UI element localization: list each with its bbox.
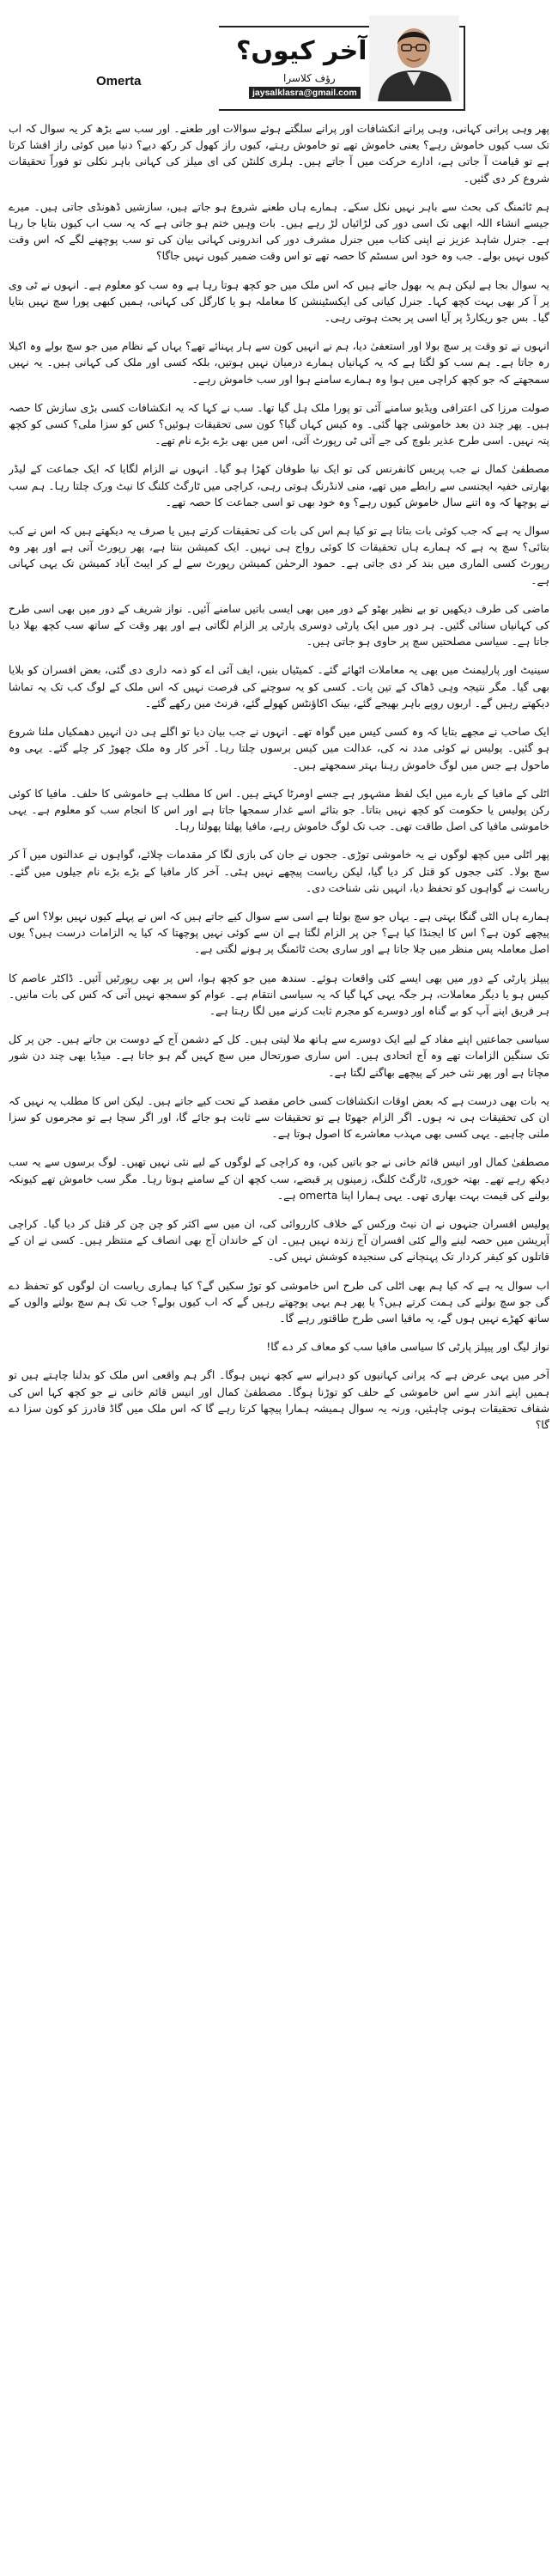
article-paragraph: انہوں نے تو وقت پر سچ بولا اور استعفیٰ دیا، ہم نے انہیں کون سے ہار پہنائے تھے؟ یہاں کے نظام میں جو سچ بولے وہ اکیلا رہ جاتا ہے۔ ہم سب کو لگتا ہے کہ یہ کہانیاں ہمارے درمیان نہیں ہوتیں، بلکہ کسی اور ملک کی کہانی ہیں۔ یہ نہیں سمجھتے کہ جو کچھ کراچی میں ہوا وہ ہمارے سامنے ہوا اور سب خاموش رہے۔: [9, 339, 549, 386]
article-paragraph: پھر وہی پرانی کہانی، وہی پرانے انکشافات اور پرانے سلگتے ہوئے سوالات اور طعنے۔ اور سب سے بڑھ کر یہ سوال کہ اب تک سب کیوں خاموش رہے؟ یعنی خاموش تھے تو خاموش رہتے، کیوں راز کھول کر رکھ دیے؟ دنیا میں کوئی راز افشا کرتا ہے تو قیامت آ جاتی ہے، ادارے حرکت میں آ جاتے ہیں۔ ہلری کلنٹن کی ای میلز کی کہانی باہر نکلی تو فوراً تحقیقات شروع کر دی گئیں۔: [9, 122, 549, 185]
article-paragraph: سینیٹ اور پارلیمنٹ میں بھی یہ معاملات اٹھائے گئے۔ کمیٹیاں بنیں، ایف آئی اے کو ذمہ داری دی گئی، بعض افسران کو بلایا بھی گیا۔ مگر نتیجہ وہی ڈھاک کے تین پات۔ کسی کو یہ سوچنے کی فرصت نہیں کہ اس ملک کے لوگ کب تک یہ تماشا دیکھتے رہیں گے۔ اربوں روپے باہر بھیجے گئے، بینک اکاؤنٹس کھولے گئے، فرنٹ مین رکھے گئے۔: [9, 663, 549, 709]
article-paragraph: نواز لیگ اور پیپلز پارٹی کا سیاسی مافیا سب کو معاف کر دے گا!: [266, 1340, 549, 1354]
article-body: [9, 120, 549, 2564]
article-paragraph: مصطفیٰ کمال اور انیس قائم خانی نے جو باتیں کیں، وہ کراچی کے لوگوں کے لیے نئی نہیں تھیں۔ لوگ برسوں سے یہ سب دیکھ رہے تھے۔ بھتہ خوری، ٹارگٹ کلنگ، زمینوں پر قبضے، سب کچھ ان کے سامنے ہوتا رہا۔ مگر سب خاموش تھے کیونکہ بولنے کی قیمت بہت بھاری تھی۔ یہی ہمارا اپنا omerta ہے۔: [9, 1155, 549, 1202]
masthead: [0, 0, 558, 99]
article-paragraph: آخر میں یہی عرض ہے کہ پرانی کہانیوں کو دہرانے سے کچھ نہیں ہوگا۔ اگر ہم واقعی اس ملک کو بدلنا چاہتے ہیں تو ہمیں اپنے اندر سے اس خاموشی کے حلف کو توڑنا ہوگا۔ مصطفیٰ کمال اور انیس قائم خانی نے جو کچھ کہا اس کی شفاف تحقیقات ہونی چاہئیں، ورنہ یہ سوال ہمیشہ ہمارا پیچھا کرتا رہے گا کہ اس ملک میں گاڈ فادرز کو کون سزا دے گا؟: [9, 1368, 549, 1431]
article-paragraph: پولیس افسران جنہوں نے ان نیٹ ورکس کے خلاف کارروائی کی، ان میں سے اکثر کو چن چن کر قتل کر دیا گیا۔ کراچی آپریشن میں حصہ لینے والے کئی افسران آج زندہ نہیں ہیں۔ ان کے خاندان آج بھی انصاف کے منتظر ہیں۔ کسی نے ان کے قاتلوں کو کیفر کردار تک پہنچانے کی سنجیدہ کوشش نہیں کی۔: [9, 1216, 549, 1264]
article-paragraph: اب سوال یہ ہے کہ کیا ہم بھی اٹلی کی طرح اس خاموشی کو توڑ سکیں گے؟ کیا ہماری ریاست ان لوگوں کو تحفظ دے گی جو سچ بولنے کی ہمت کرتے ہیں؟ یا پھر ہم یہی پوچھتے رہیں گے کہ اب کیوں بولے؟ جب تک ہم سچ بولنے والوں کے ساتھ کھڑے نہیں ہوں گے، یہ مافیا اسی طرح طاقتور رہے گا۔: [9, 1278, 549, 1325]
author-byline: رؤف کلاسرا: [283, 72, 336, 84]
column-title: آخر کیوں؟: [236, 36, 367, 66]
article-paragraph: ہمارے ہاں الٹی گنگا بہتی ہے۔ یہاں جو سچ بولتا ہے اسی سے سوال کیے جاتے ہیں کہ اس نے پہلے کیوں نہیں بولا؟ اس کے پیچھے کون ہے؟ اس کا ایجنڈا کیا ہے؟ جن پر الزام لگتا ہے ان سے کوئی نہیں پوچھتا کہ کیا یہ الزامات درست ہیں؟ یوں اصل معاملہ پس منظر میں چلا جاتا ہے اور ساری بحث ٹائمنگ پر ہونے لگتی ہے۔: [9, 909, 549, 956]
article-paragraph: ماضی کی طرف دیکھیں تو بے نظیر بھٹو کے دور میں بھی ایسی باتیں سامنے آئیں۔ نواز شریف کے دور میں بھی اسی طرح کی کہانیاں سنائی گئیں۔ ہر دور میں ایک پارٹی دوسری پارٹی پر الزام لگاتی ہے اور پھر وقت کے ساتھ سب کچھ بھلا دیا جاتا ہے۔ سیاسی مصلحتیں سچ پر حاوی ہو جاتی ہیں۔: [9, 601, 549, 649]
article-paragraph: پیپلز پارٹی کے دور میں بھی ایسے کئی واقعات ہوئے۔ سندھ میں جو کچھ ہوا، اس پر بھی رپورٹیں آئیں۔ ڈاکٹر عاصم کا کیس ہو یا دیگر معاملات، ہر جگہ یہی کہا گیا کہ یہ سیاسی انتقام ہے۔ عوام کو سمجھ نہیں آتی کہ کس کی بات مانیں۔ ہر فریق اپنے آپ کو بے گناہ اور دوسرے کو مجرم ثابت کرنے میں لگا رہتا ہے۔: [9, 971, 549, 1017]
article-paragraph: سیاسی جماعتیں اپنے مفاد کے لیے ایک دوسرے سے ہاتھ ملا لیتی ہیں۔ کل کے دشمن آج کے دوست بن جاتے ہیں۔ جن پر کل تک سنگین الزامات تھے وہ آج اتحادی ہیں۔ اس ساری صورتحال میں سچ کہیں گم ہو جاتا ہے۔ میڈیا بھی چند دن شور مچاتا ہے اور پھر نئی خبر کے پیچھے بھاگنے لگتا ہے۔: [9, 1032, 549, 1079]
article-paragraph: یہ سوال بجا ہے لیکن ہم یہ بھول جاتے ہیں کہ اس ملک میں جو کچھ ہوتا رہا ہے وہ سب کو معلوم ہے۔ انہوں نے ٹی وی پر آ کر بھی بہت کچھ کہا۔ جنرل کیانی کی ایکسٹینشن کا معاملہ ہو یا کارگل کی کہانی، ہمیں کبھی پورا سچ نہیں بتایا گیا۔ بس جو ریکارڈ پر آیا اسی پر بحث ہوتی رہی۔: [9, 277, 549, 325]
article-paragraph: مصطفیٰ کمال نے جب پریس کانفرنس کی تو ایک نیا طوفان کھڑا ہو گیا۔ انہوں نے الزام لگایا کہ ایک جماعت کے لیڈر بھارتی خفیہ ایجنسی سے رابطے میں تھے، منی لانڈرنگ ہوتی رہی، کراچی میں ٹارگٹ کلنگ کا نیٹ ورک چلتا رہا۔ ہم سب نے پوچھا کہ وہ اتنے سال خاموش کیوں رہے؟ وہ خود بھی تو اسی جماعت کا حصہ تھے۔: [9, 462, 549, 509]
article-paragraph: پھر اٹلی میں کچھ لوگوں نے یہ خاموشی توڑی۔ ججوں نے جان کی بازی لگا کر مقدمات چلائے، گواہوں نے عدالتوں میں آ کر سچ بولا۔ کئی ججوں کو قتل کر دیا گیا، لیکن ریاست پیچھے نہیں ہٹی۔ آخر کار مافیا کے بڑے بڑے نام جیلوں میں گئے۔ ریاست نے گواہوں کو تحفظ دیا، انہیں نئی شناخت دی۔: [9, 848, 549, 894]
headline: Omerta: [96, 74, 142, 88]
article-paragraph: یہ بات بھی درست ہے کہ بعض اوقات انکشافات کسی خاص مقصد کے تحت کیے جاتے ہیں۔ لیکن اس کا مطلب یہ نہیں کہ ان کی تحقیقات ہی نہ ہوں۔ اگر الزام جھوٹا ہے تو تحقیقات سے ثابت ہو جائے گا، اور اگر سچا ہے تو مجرموں کو سزا ملنی چاہیے۔ یہی کسی بھی مہذب معاشرے کا اصول ہوتا ہے۔: [9, 1093, 549, 1141]
article-paragraph: ایک صاحب نے مجھے بتایا کہ وہ کسی کیس میں گواہ تھے۔ انہوں نے جب بیان دیا تو اگلے ہی دن انہیں دھمکیاں ملنا شروع ہو گئیں۔ پولیس نے کوئی مدد نہ کی، عدالت میں کیس برسوں چلتا رہا۔ آخر کار وہ ملک چھوڑ کر چلے گئے۔ یہی وہ ماحول ہے جس میں لوگ خاموش رہنا بہتر سمجھتے ہیں۔: [9, 725, 549, 771]
article-paragraph: ہم ٹائمنگ کی بحث سے باہر نہیں نکل سکے۔ ہمارے ہاں طعنے شروع ہو جاتے ہیں، سازشیں ڈھونڈی جاتی ہیں۔ میرے جیسے انشاء اللہ ابھی تک اسی دور کی لڑائیاں لڑ رہے ہیں۔ بات وہیں ختم ہو جاتی ہے کہ یہ سب اب کیوں بتایا جا رہا ہے۔ جنرل شاہد عزیز نے اپنی کتاب میں جنرل مشرف دور کی اندرونی کہانی بیان کی تو سب پوچھنے لگے کہ اس وقت کیوں نہیں بولے۔ جب وہ خود اس سسٹم کا حصہ تھے تو اس وقت ضمیر کیوں نہیں جاگا؟: [9, 199, 549, 263]
article-paragraph: سوال یہ ہے کہ جب کوئی بات بتاتا ہے تو کیا ہم اس کی بات کی تحقیقات کرتے ہیں یا صرف یہ دیکھتے ہیں کہ اس نے کب بتائی؟ سچ یہ ہے کہ ہمارے ہاں تحقیقات کا کوئی رواج ہی نہیں۔ ایک کمیشن بنتا ہے، پھر رپورٹ آتی ہے اور پھر وہ رپورٹ کسی الماری میں بند کر دی جاتی ہے۔ حمود الرحمٰن کمیشن رپورٹ سے لے کر ایبٹ آباد کمیشن تک یہی کہانی ہے۔: [9, 524, 549, 587]
article-paragraph: صولت مرزا کی اعترافی ویڈیو سامنے آئی تو پورا ملک ہل گیا تھا۔ سب نے کہا کہ یہ انکشافات کسی بڑی سازش کا حصہ ہیں۔ پھر چند دن بعد خاموشی چھا گئی۔ وہ کیس کہاں گیا؟ کون سی تحقیقات ہوئیں؟ کس کو سزا ملی؟ کسی کو کچھ پتہ نہیں۔ اسی طرح عذیر بلوچ کی جے آئی ٹی رپورٹ آئی، اس میں بھی بڑے بڑے نام تھے۔: [9, 400, 549, 448]
author-email: jaysalklasra@gmail.com: [249, 87, 361, 99]
article-paragraph: اٹلی کے مافیا کے بارے میں ایک لفظ مشہور ہے جسے اومرٹا کہتے ہیں۔ اس کا مطلب ہے خاموشی کا حلف۔ مافیا کا کوئی رکن پولیس یا حکومت کو کچھ نہیں بتاتا۔ جو بتائے اسے غدار سمجھا جاتا ہے اور اس کا انجام سب کو معلوم ہے۔ یہی خاموشی مافیا کی اصل طاقت تھی۔ جب تک لوگ خاموش رہے، مافیا پھلتا پھولتا رہا۔: [9, 786, 549, 833]
author-portrait-icon: [369, 15, 459, 101]
